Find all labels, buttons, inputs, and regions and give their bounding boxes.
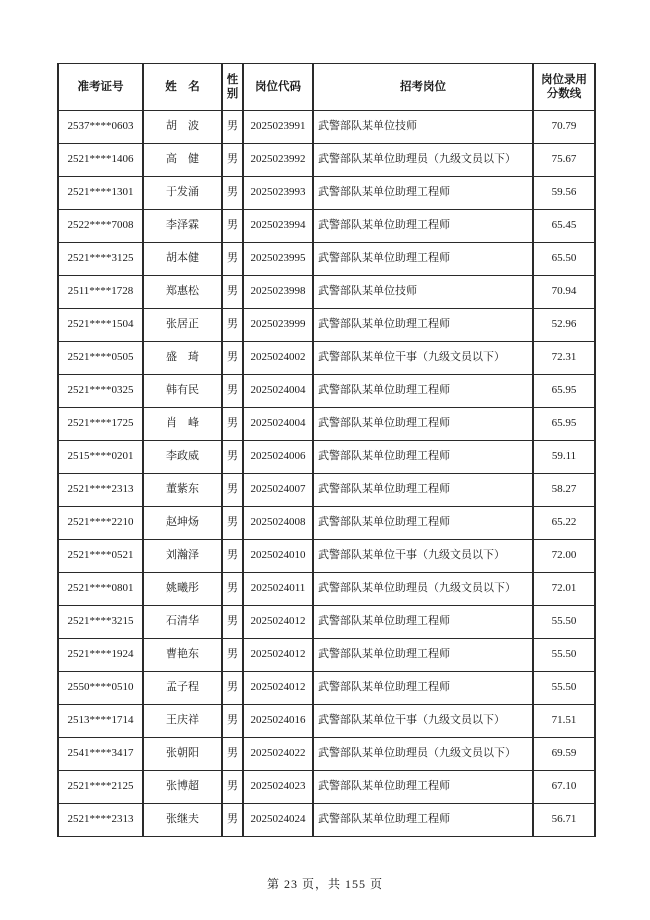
cell-score: 65.45 — [533, 210, 595, 243]
cell-name: 张博超 — [143, 771, 222, 804]
cell-exam-no: 2521****1301 — [58, 177, 143, 210]
cell-position: 武警部队某单位技师 — [313, 276, 533, 309]
cell-gender: 男 — [222, 111, 243, 144]
cell-position-code: 2025024010 — [243, 540, 313, 573]
cell-position: 武警部队某单位助理工程师 — [313, 606, 533, 639]
cell-gender: 男 — [222, 210, 243, 243]
cell-gender: 男 — [222, 639, 243, 672]
cell-score: 55.50 — [533, 639, 595, 672]
cell-score: 65.95 — [533, 375, 595, 408]
cell-score: 52.96 — [533, 309, 595, 342]
cell-gender: 男 — [222, 441, 243, 474]
cell-position-code: 2025023994 — [243, 210, 313, 243]
cell-exam-no: 2515****0201 — [58, 441, 143, 474]
table-row — [58, 738, 595, 771]
cell-gender: 男 — [222, 375, 243, 408]
cell-position: 武警部队某单位技师 — [313, 111, 533, 144]
cell-position-code: 2025024007 — [243, 474, 313, 507]
cell-position: 武警部队某单位助理工程师 — [313, 309, 533, 342]
cell-position-code: 2025024022 — [243, 738, 313, 771]
cell-gender: 男 — [222, 276, 243, 309]
cell-gender: 男 — [222, 408, 243, 441]
cell-gender: 男 — [222, 474, 243, 507]
cell-score: 70.94 — [533, 276, 595, 309]
cell-score: 59.11 — [533, 441, 595, 474]
cell-position: 武警部队某单位助理员（九级文员以下） — [313, 144, 533, 177]
cell-score: 55.50 — [533, 606, 595, 639]
cell-position-code: 2025024006 — [243, 441, 313, 474]
cell-name: 于发涌 — [143, 177, 222, 210]
table-row — [58, 177, 595, 210]
cell-position-code: 2025024023 — [243, 771, 313, 804]
cell-name: 姚曦彤 — [143, 573, 222, 606]
cell-gender: 男 — [222, 507, 243, 540]
table-row — [58, 375, 595, 408]
cell-score: 67.10 — [533, 771, 595, 804]
cell-exam-no: 2511****1728 — [58, 276, 143, 309]
cell-position-code: 2025024016 — [243, 705, 313, 738]
cell-position: 武警部队某单位干事（九级文员以下） — [313, 705, 533, 738]
cell-position-code: 2025024012 — [243, 639, 313, 672]
cell-name: 胡 波 — [143, 111, 222, 144]
table-row — [58, 309, 595, 342]
table-row — [58, 573, 595, 606]
cell-score: 71.51 — [533, 705, 595, 738]
table-row — [58, 243, 595, 276]
table-row — [58, 540, 595, 573]
cell-gender: 男 — [222, 144, 243, 177]
cell-gender: 男 — [222, 606, 243, 639]
cell-name: 胡本健 — [143, 243, 222, 276]
cell-exam-no: 2521****2210 — [58, 507, 143, 540]
header-gender: 性别 — [222, 64, 243, 111]
cell-position-code: 2025023998 — [243, 276, 313, 309]
cell-score: 58.27 — [533, 474, 595, 507]
cell-exam-no: 2521****2313 — [58, 474, 143, 507]
cell-score: 59.56 — [533, 177, 595, 210]
table-row — [58, 507, 595, 540]
page-footer: 第 23 页，共 155 页 — [266, 877, 383, 891]
cell-position-code: 2025023991 — [243, 111, 313, 144]
cell-name: 肖 峰 — [143, 408, 222, 441]
table-row — [58, 408, 595, 441]
cell-position-code: 2025024008 — [243, 507, 313, 540]
header-score-line: 岗位录用分数线 — [533, 64, 595, 111]
table-row — [58, 771, 595, 804]
cell-exam-no: 2522****7008 — [58, 210, 143, 243]
cell-exam-no: 2537****0603 — [58, 111, 143, 144]
cell-exam-no: 2521****1924 — [58, 639, 143, 672]
header-position: 招考岗位 — [313, 64, 533, 111]
cell-score: 56.71 — [533, 804, 595, 837]
table-body — [58, 111, 595, 837]
cell-name: 孟子程 — [143, 672, 222, 705]
cell-exam-no: 2521****1504 — [58, 309, 143, 342]
cell-name: 刘瀚泽 — [143, 540, 222, 573]
cell-name: 盛 琦 — [143, 342, 222, 375]
table-row — [58, 606, 595, 639]
table-row — [58, 639, 595, 672]
cell-position-code: 2025024004 — [243, 408, 313, 441]
cell-name: 李泽霖 — [143, 210, 222, 243]
cell-name: 赵坤炀 — [143, 507, 222, 540]
cell-position: 武警部队某单位助理工程师 — [313, 177, 533, 210]
cell-gender: 男 — [222, 705, 243, 738]
cell-position: 武警部队某单位助理工程师 — [313, 408, 533, 441]
cell-position-code: 2025023995 — [243, 243, 313, 276]
header-position-code: 岗位代码 — [243, 64, 313, 111]
cell-exam-no: 2521****1406 — [58, 144, 143, 177]
cell-position: 武警部队某单位助理员（九级文员以下） — [313, 738, 533, 771]
cell-position-code: 2025024002 — [243, 342, 313, 375]
cell-exam-no: 2521****0505 — [58, 342, 143, 375]
cell-position: 武警部队某单位助理员（九级文员以下） — [313, 573, 533, 606]
header-exam-no: 准考证号 — [58, 64, 143, 111]
score-cutoff-table — [57, 63, 596, 837]
cell-name: 郑惠松 — [143, 276, 222, 309]
cell-position: 武警部队某单位助理工程师 — [313, 672, 533, 705]
cell-gender: 男 — [222, 672, 243, 705]
cell-name: 曹艳东 — [143, 639, 222, 672]
cell-position: 武警部队某单位助理工程师 — [313, 210, 533, 243]
cell-score: 72.31 — [533, 342, 595, 375]
cell-position: 武警部队某单位助理工程师 — [313, 441, 533, 474]
table-row — [58, 342, 595, 375]
header-name: 姓 名 — [143, 64, 222, 111]
table-row — [58, 210, 595, 243]
cell-position: 武警部队某单位助理工程师 — [313, 243, 533, 276]
cell-position: 武警部队某单位助理工程师 — [313, 804, 533, 837]
table-row — [58, 441, 595, 474]
cell-name: 高 健 — [143, 144, 222, 177]
cell-score: 70.79 — [533, 111, 595, 144]
cell-exam-no: 2521****0521 — [58, 540, 143, 573]
cell-position-code: 2025024012 — [243, 672, 313, 705]
cell-position-code: 2025024004 — [243, 375, 313, 408]
cell-name: 石清华 — [143, 606, 222, 639]
cell-position-code: 2025023993 — [243, 177, 313, 210]
table-row — [58, 672, 595, 705]
cell-position-code: 2025023992 — [243, 144, 313, 177]
table-row — [58, 474, 595, 507]
cell-name: 韩有民 — [143, 375, 222, 408]
cell-name: 王庆祥 — [143, 705, 222, 738]
cell-position: 武警部队某单位助理工程师 — [313, 507, 533, 540]
cell-name: 张继夫 — [143, 804, 222, 837]
cell-position-code: 2025024024 — [243, 804, 313, 837]
cell-exam-no: 2513****1714 — [58, 705, 143, 738]
cell-name: 张朝阳 — [143, 738, 222, 771]
cell-exam-no: 2521****3215 — [58, 606, 143, 639]
cell-exam-no: 2550****0510 — [58, 672, 143, 705]
table-header — [58, 64, 595, 111]
cell-score: 65.22 — [533, 507, 595, 540]
cell-exam-no: 2521****0325 — [58, 375, 143, 408]
cell-position-code: 2025024012 — [243, 606, 313, 639]
cell-score: 65.95 — [533, 408, 595, 441]
cell-position: 武警部队某单位助理工程师 — [313, 375, 533, 408]
cell-score: 55.50 — [533, 672, 595, 705]
cell-position-code: 2025024011 — [243, 573, 313, 606]
cell-position: 武警部队某单位干事（九级文员以下） — [313, 342, 533, 375]
table-row — [58, 276, 595, 309]
table-row — [58, 705, 595, 738]
cell-exam-no: 2541****3417 — [58, 738, 143, 771]
cell-position: 武警部队某单位助理工程师 — [313, 474, 533, 507]
header-row — [58, 64, 595, 111]
cell-gender: 男 — [222, 243, 243, 276]
cell-position-code: 2025023999 — [243, 309, 313, 342]
cell-gender: 男 — [222, 771, 243, 804]
cell-gender: 男 — [222, 342, 243, 375]
cell-gender: 男 — [222, 804, 243, 837]
table-row — [58, 804, 595, 837]
cell-position: 武警部队某单位助理工程师 — [313, 639, 533, 672]
cell-gender: 男 — [222, 177, 243, 210]
cell-position: 武警部队某单位干事（九级文员以下） — [313, 540, 533, 573]
cell-score: 69.59 — [533, 738, 595, 771]
cell-name: 张居正 — [143, 309, 222, 342]
cell-score: 65.50 — [533, 243, 595, 276]
cell-gender: 男 — [222, 738, 243, 771]
cell-exam-no: 2521****2125 — [58, 771, 143, 804]
cell-gender: 男 — [222, 309, 243, 342]
table-row — [58, 144, 595, 177]
cell-score: 72.00 — [533, 540, 595, 573]
cell-score: 72.01 — [533, 573, 595, 606]
cell-exam-no: 2521****0801 — [58, 573, 143, 606]
cell-exam-no: 2521****3125 — [58, 243, 143, 276]
cell-score: 75.67 — [533, 144, 595, 177]
cell-gender: 男 — [222, 573, 243, 606]
cell-exam-no: 2521****1725 — [58, 408, 143, 441]
cell-position: 武警部队某单位助理工程师 — [313, 771, 533, 804]
cell-gender: 男 — [222, 540, 243, 573]
cell-name: 董紫东 — [143, 474, 222, 507]
cell-name: 李政威 — [143, 441, 222, 474]
cell-exam-no: 2521****2313 — [58, 804, 143, 837]
table-row — [58, 111, 595, 144]
